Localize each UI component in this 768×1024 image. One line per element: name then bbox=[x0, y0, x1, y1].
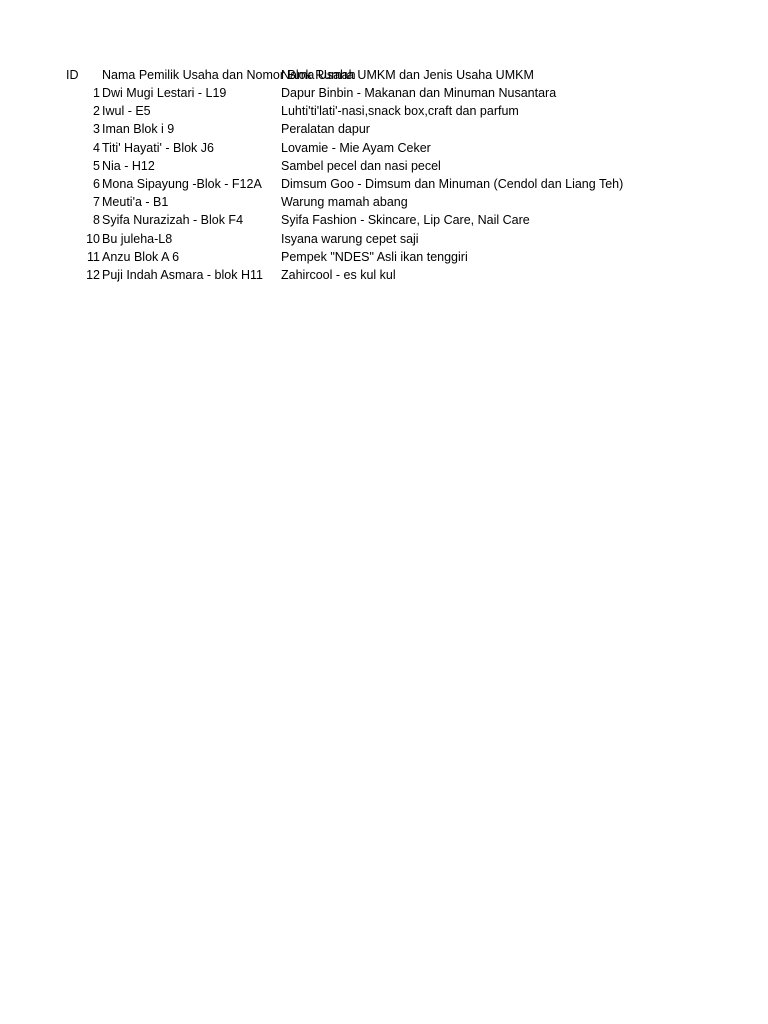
table-row bbox=[0, 139, 768, 157]
cell-owner: Bu juleha-L8 bbox=[102, 231, 173, 246]
cell-business: Pempek "NDES" Asli ikan tenggiri bbox=[281, 249, 468, 264]
cell-owner: Anzu Blok A 6 bbox=[102, 249, 180, 264]
table-row bbox=[0, 120, 768, 138]
cell-id: 2 bbox=[93, 104, 100, 119]
table-row bbox=[0, 266, 768, 284]
cell-business: Peralatan dapur bbox=[281, 122, 370, 137]
table-row bbox=[0, 248, 768, 266]
table-row bbox=[0, 84, 768, 102]
cell-owner: Iman Blok i 9 bbox=[102, 122, 175, 137]
cell-business: Dapur Binbin - Makanan dan Minuman Nusantara bbox=[281, 86, 557, 100]
cell-business: Luhti'ti'lati'-nasi,snack box,craft dan parfum bbox=[281, 104, 519, 119]
header-owner: Nama Pemilik Usaha dan Nomor Blok Rumah bbox=[102, 68, 356, 82]
cell-id: 11 bbox=[87, 249, 100, 264]
cell-owner: Syifa Nurazizah - Blok F4 bbox=[102, 213, 244, 228]
cell-owner: Iwul - E5 bbox=[102, 104, 151, 119]
cell-business: Zahircool - es kul kul bbox=[281, 268, 396, 282]
cell-owner: Meuti'a - B1 bbox=[102, 195, 169, 210]
table-row bbox=[0, 102, 768, 120]
header-row bbox=[0, 66, 768, 84]
cell-id: 4 bbox=[93, 140, 100, 155]
table-row bbox=[0, 193, 768, 211]
cell-id: 12 bbox=[86, 268, 100, 282]
cell-id: 7 bbox=[93, 195, 100, 210]
table-row bbox=[0, 230, 768, 248]
cell-id: 1 bbox=[93, 86, 100, 100]
table-row bbox=[0, 211, 768, 229]
cell-business: Warung mamah abang bbox=[281, 195, 408, 210]
cell-id: 3 bbox=[93, 122, 100, 137]
cell-business: Syifa Fashion - Skincare, Lip Care, Nail Care bbox=[281, 213, 530, 228]
cell-owner: Mona Sipayung -Blok - F12A bbox=[102, 177, 262, 191]
cell-owner: Nia - H12 bbox=[102, 158, 155, 173]
cell-id: 6 bbox=[93, 177, 100, 191]
cell-business: Sambel pecel dan nasi pecel bbox=[281, 158, 441, 173]
cell-id: 5 bbox=[93, 158, 100, 173]
cell-owner: Dwi Mugi Lestari - L19 bbox=[102, 86, 227, 100]
cell-business: Dimsum Goo - Dimsum dan Minuman (Cendol dan Liang Teh) bbox=[281, 177, 624, 191]
header-business: Nama Usaha UMKM dan Jenis Usaha UMKM bbox=[281, 68, 534, 82]
header-id: ID bbox=[66, 68, 79, 82]
cell-business: Lovamie - Mie Ayam Ceker bbox=[281, 140, 431, 155]
cell-owner: Titi' Hayati' - Blok J6 bbox=[102, 140, 214, 155]
cell-id: 8 bbox=[93, 213, 100, 228]
cell-business: Isyana warung cepet saji bbox=[281, 231, 419, 246]
table-row bbox=[0, 175, 768, 193]
cell-owner: Puji Indah Asmara - blok H11 bbox=[102, 268, 263, 282]
cell-id: 10 bbox=[86, 231, 100, 246]
table-row bbox=[0, 157, 768, 175]
